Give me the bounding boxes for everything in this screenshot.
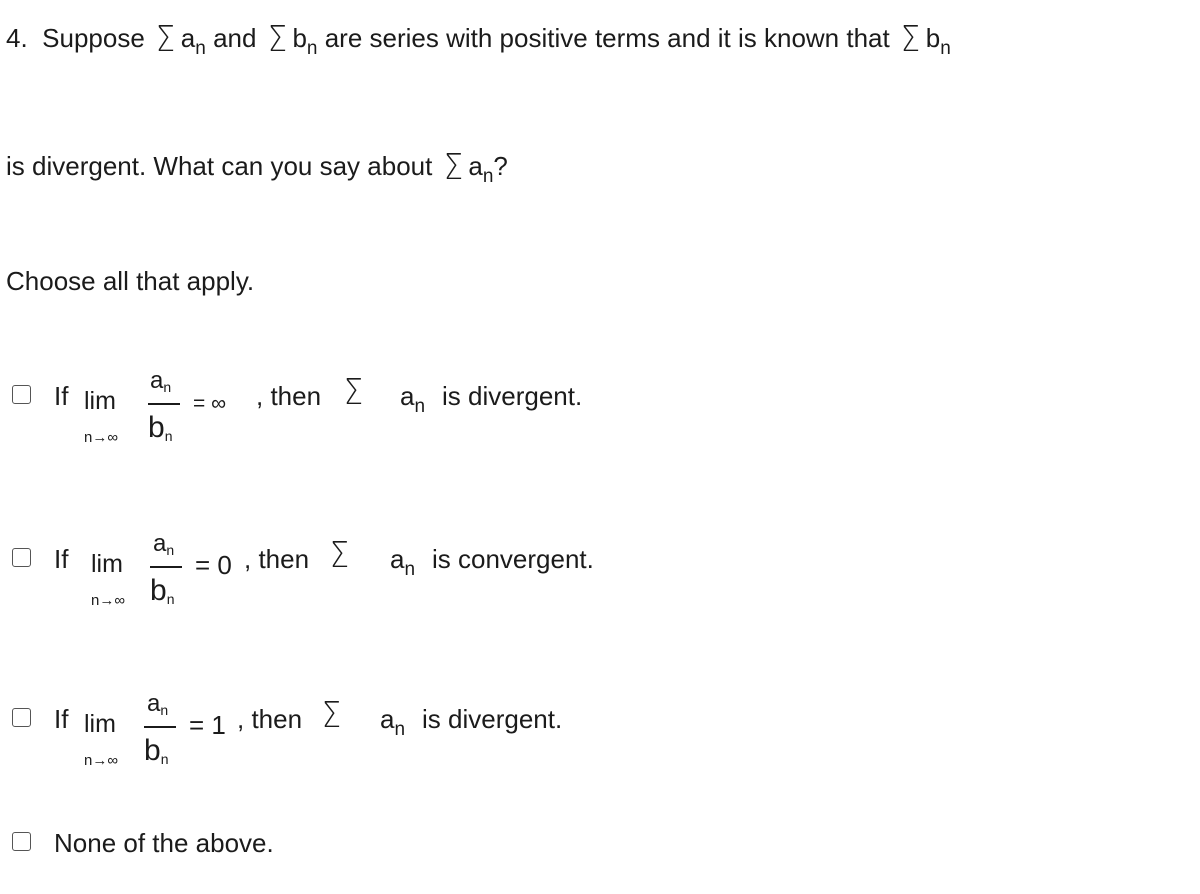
if-text: If: [54, 704, 69, 734]
option-2[interactable]: [12, 528, 912, 608]
option-none[interactable]: [12, 808, 912, 888]
equals-one: = 1: [189, 710, 226, 740]
option-1-checkbox[interactable]: [12, 385, 31, 404]
question-mid-text: are series with positive terms and it is known that: [324, 23, 890, 53]
conclusion-text: is divergent.: [442, 381, 583, 411]
question-number: 4.: [6, 23, 28, 53]
a-var: a: [468, 151, 483, 181]
sigma-icon: Σ: [343, 372, 364, 413]
fraction-bar: [150, 566, 182, 568]
conclusion-text: is divergent.: [422, 704, 563, 734]
b-var: b: [925, 23, 941, 53]
sigma-icon: Σ: [900, 19, 921, 60]
fraction-bar: [148, 403, 180, 405]
subscript-n: n: [482, 166, 494, 187]
and-text: and: [213, 23, 257, 53]
option-2-checkbox[interactable]: [12, 548, 31, 567]
if-text: If: [54, 381, 69, 411]
b-var: b: [292, 23, 307, 53]
if-text: If: [54, 544, 69, 574]
sigma-icon: Σ: [443, 147, 463, 188]
instruction-text: Choose all that apply.: [6, 266, 255, 296]
sigma-icon: Σ: [329, 535, 350, 576]
option-1[interactable]: [12, 365, 912, 445]
then-text: , then: [237, 704, 303, 734]
numerator-a-n: an: [150, 367, 172, 395]
subscript-n: n: [306, 38, 318, 59]
numerator-a-n: an: [147, 690, 169, 718]
denominator-b-n: bn: [148, 411, 173, 444]
option-none-checkbox[interactable]: [12, 832, 31, 851]
lim-subscript: n→∞: [91, 592, 126, 609]
a-var: a: [180, 23, 196, 53]
lim-subscript: n→∞: [84, 429, 119, 446]
equals-zero: = 0: [195, 550, 232, 580]
question-mark: ?: [493, 151, 508, 181]
lim-subscript: n→∞: [84, 752, 119, 769]
fraction-bar: [144, 726, 176, 728]
option-3[interactable]: [12, 688, 912, 768]
numerator-a-n: an: [153, 530, 175, 558]
a-n-term: $a_n$: [400, 381, 426, 417]
question-line-2: [6, 147, 508, 188]
equals-infinity: = ∞: [193, 392, 227, 415]
question-line-1: [6, 19, 951, 60]
then-text: , then: [256, 381, 322, 411]
denominator-b-n: bn: [150, 574, 175, 607]
subscript-n: n: [195, 38, 206, 59]
conclusion-text: is convergent.: [432, 544, 594, 574]
none-of-the-above-label: None of the above.: [54, 828, 274, 858]
question-line2-text: is divergent. What can you say about: [6, 151, 433, 181]
sigma-icon: Σ: [155, 19, 176, 60]
sigma-icon: Σ: [267, 19, 287, 60]
lim-text: lim: [84, 710, 116, 738]
lim-text: lim: [84, 387, 116, 415]
lim-text: lim: [91, 550, 123, 578]
a-n-term: $a_n$: [380, 704, 406, 740]
suppose-text: Suppose: [42, 23, 145, 53]
denominator-b-n: bn: [144, 734, 169, 767]
a-n-term: $a_n$: [390, 544, 416, 580]
option-3-checkbox[interactable]: [12, 708, 31, 727]
subscript-n: n: [940, 38, 951, 59]
sigma-icon: Σ: [321, 695, 342, 736]
then-text: , then: [244, 544, 310, 574]
